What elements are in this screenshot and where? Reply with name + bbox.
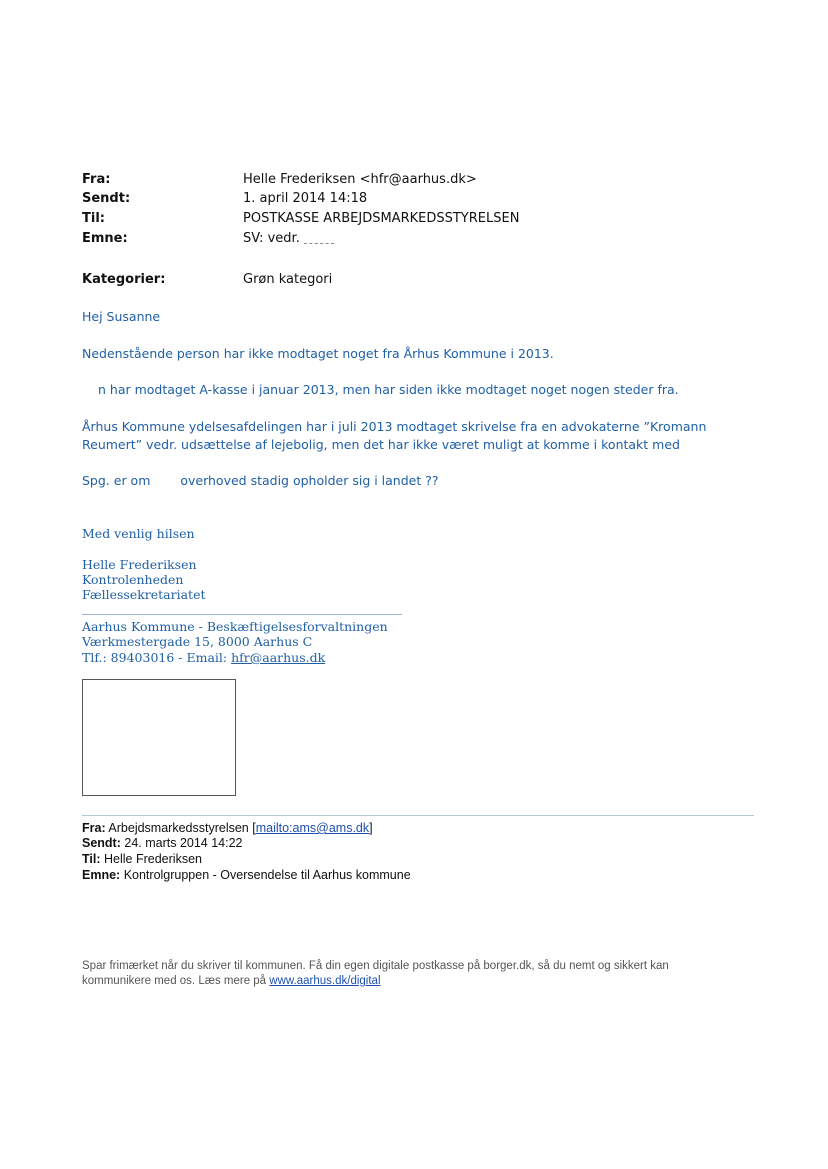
greeting: Hej Susanne (82, 309, 161, 324)
categories-label: Kategorier: (82, 272, 166, 287)
categories-value: Grøn kategori (243, 272, 333, 287)
signature-org: Aarhus Kommune - Beskæftigelsesforvaltningen (82, 619, 388, 634)
from-label: Fra: (82, 172, 111, 187)
original-subject-value: Kontrolgruppen - Oversendelse til Aarhus kommune (123, 868, 411, 882)
original-subject-label: Emne: (82, 868, 121, 882)
subject-label: Emne: (82, 231, 128, 246)
original-sent-value: 24. marts 2014 14:22 (124, 836, 243, 850)
signature-dept: Fællessekretariatet (82, 587, 206, 602)
original-message-divider (82, 815, 754, 816)
body-paragraph-4-end: overhoved stadig opholder sig i landet ?? (180, 473, 439, 488)
redaction-mark (304, 234, 334, 244)
to-value: POSTKASSE ARBEJDSMARKEDSSTYRELSEN (243, 211, 520, 226)
original-from (82, 821, 373, 836)
body-paragraph-2: n har modtaget A-kasse i januar 2013, men har siden ikke modtaget noget nogen steder fra. (98, 382, 679, 397)
original-from-mailto-link[interactable]: mailto:ams@ams.dk (255, 821, 370, 835)
signature-unit: Kontrolenheden (82, 572, 184, 587)
footer-digital-link[interactable]: www.aarhus.dk/digital (269, 975, 381, 987)
signature-divider (82, 614, 402, 615)
original-sent (82, 836, 243, 851)
original-from-close: ] (369, 821, 373, 835)
body-paragraph-3-line-1: Århus Kommune ydelsesafdelingen har i juli 2013 modtaget skrivelse fra en advokaterne ”Kromann (82, 419, 707, 434)
from-value: Helle Frederiksen <hfr@aarhus.dk> (243, 172, 477, 187)
signature-phone: Tlf.: 89403016 - Email: (82, 650, 232, 665)
footer-line-2-text: kommunikere med os. Læs mere på (82, 975, 270, 987)
footer-line-2 (82, 974, 381, 989)
signature-name: Helle Frederiksen (82, 557, 197, 572)
body-paragraph-4 (82, 473, 439, 488)
original-to-label: Til: (82, 852, 101, 866)
subject-text: SV: vedr. (243, 231, 300, 246)
original-to (82, 852, 202, 867)
body-paragraph-4-start: Spg. er om (82, 473, 151, 488)
subject-value (243, 231, 334, 246)
signature-email-link[interactable]: hfr@aarhus.dk (231, 650, 326, 665)
body-paragraph-3-line-2: Reumert” vedr. udsættelse af lejebolig, men det har ikke været muligt at komme i kontakt med (82, 437, 680, 452)
sent-label: Sendt: (82, 191, 131, 206)
original-sent-label: Sendt: (82, 836, 121, 850)
logo-image-placeholder (82, 679, 236, 796)
sent-value: 1. april 2014 14:18 (243, 191, 368, 206)
signature-contact (82, 650, 325, 665)
closing: Med venlig hilsen (82, 526, 195, 541)
original-subject (82, 868, 411, 883)
original-from-label: Fra: (82, 821, 106, 835)
original-from-value: Arbejdsmarkedsstyrelsen [ (108, 821, 256, 835)
signature-address: Værkmestergade 15, 8000 Aarhus C (82, 634, 313, 649)
original-to-value: Helle Frederiksen (104, 852, 202, 866)
to-label: Til: (82, 211, 105, 226)
footer-line-1: Spar frimærket når du skriver til kommunen. Få din egen digitale postkasse på borger.dk, så du nemt og sikkert kan (82, 960, 669, 972)
body-paragraph-1: Nedenstående person har ikke modtaget noget fra Århus Kommune i 2013. (82, 346, 554, 361)
